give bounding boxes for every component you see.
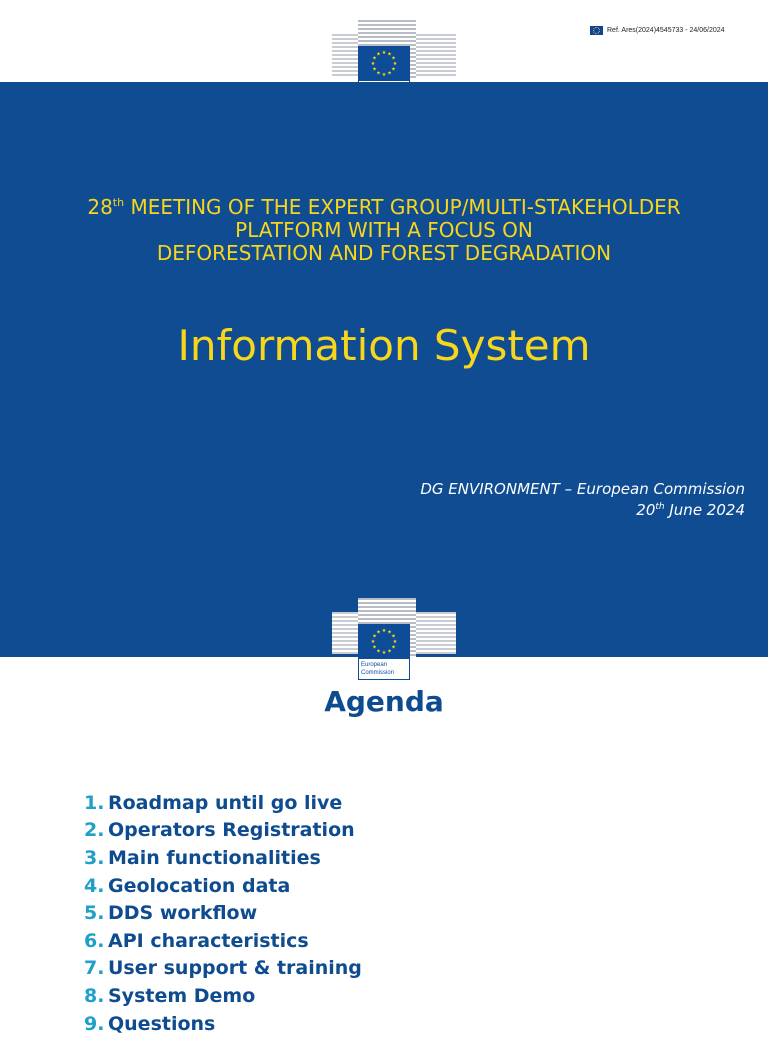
- star-icon: ★: [381, 627, 387, 634]
- agenda-item: 1. Roadmap until go live: [84, 791, 343, 814]
- star-icon: ★: [391, 66, 396, 73]
- agenda-item: 9. Questions: [84, 1012, 216, 1035]
- agenda-item: 5. DDS workflow: [84, 902, 258, 925]
- eu-flag-icon: [590, 26, 603, 35]
- reference-stamp: [590, 24, 725, 36]
- star-icon: ★: [376, 70, 381, 77]
- agenda-list: [84, 789, 362, 1037]
- agenda-item: 3. Main functionalities: [84, 846, 321, 869]
- star-icon: ★: [372, 55, 377, 62]
- presentation-date: 20th June 2024: [636, 501, 745, 519]
- star-icon: ★: [387, 648, 392, 655]
- logo-text-line: European: [361, 662, 388, 668]
- star-icon: ★: [372, 644, 377, 651]
- reference-text: Ref. Ares(2024)4545733 - 24/06/2024: [607, 26, 725, 34]
- european-commission-logo: [332, 598, 456, 680]
- star-icon: ★: [381, 71, 387, 78]
- agenda-item: 2. Operators Registration: [84, 819, 355, 842]
- eu-flag-icon: [358, 624, 410, 658]
- agenda-item: 7. User support & training: [84, 957, 362, 980]
- star-icon: ★: [391, 55, 396, 62]
- agenda-item: 6. API characteristics: [84, 929, 309, 952]
- organisation: DG ENVIRONMENT – European Commission: [420, 480, 745, 498]
- star-icon: ★: [381, 649, 387, 656]
- star-icon: ★: [392, 60, 398, 67]
- star-icon: ★: [392, 638, 398, 645]
- star-icon: ★: [376, 648, 381, 655]
- meeting-heading: 28th MEETING OF THE EXPERT GROUP/MULTI-STAKEHOLDER PLATFORM WITH A FOCUS ON DEFORESTATION AND FOREST DEGRADATION: [87, 195, 681, 265]
- star-icon: ★: [391, 644, 396, 651]
- star-icon: ★: [387, 70, 392, 77]
- presentation-title: Information System: [177, 321, 591, 370]
- star-icon: ★: [370, 638, 376, 645]
- star-icon: ★: [372, 633, 377, 640]
- agenda-title: Agenda: [324, 685, 444, 718]
- presenter-byline: [420, 479, 745, 521]
- star-icon: ★: [387, 629, 392, 636]
- agenda-item: 8. System Demo: [84, 984, 256, 1007]
- eu-flag-icon: [358, 46, 410, 80]
- star-icon: ★: [370, 60, 376, 67]
- logo-text-line: Commission: [361, 669, 395, 676]
- star-icon: ★: [376, 629, 381, 636]
- star-icon: ★: [391, 633, 396, 640]
- agenda-item: 4. Geolocation data: [84, 874, 291, 897]
- star-icon: ★: [381, 49, 387, 56]
- star-icon: ★: [376, 51, 381, 58]
- star-icon: ★: [387, 51, 392, 58]
- star-icon: ★: [372, 66, 377, 73]
